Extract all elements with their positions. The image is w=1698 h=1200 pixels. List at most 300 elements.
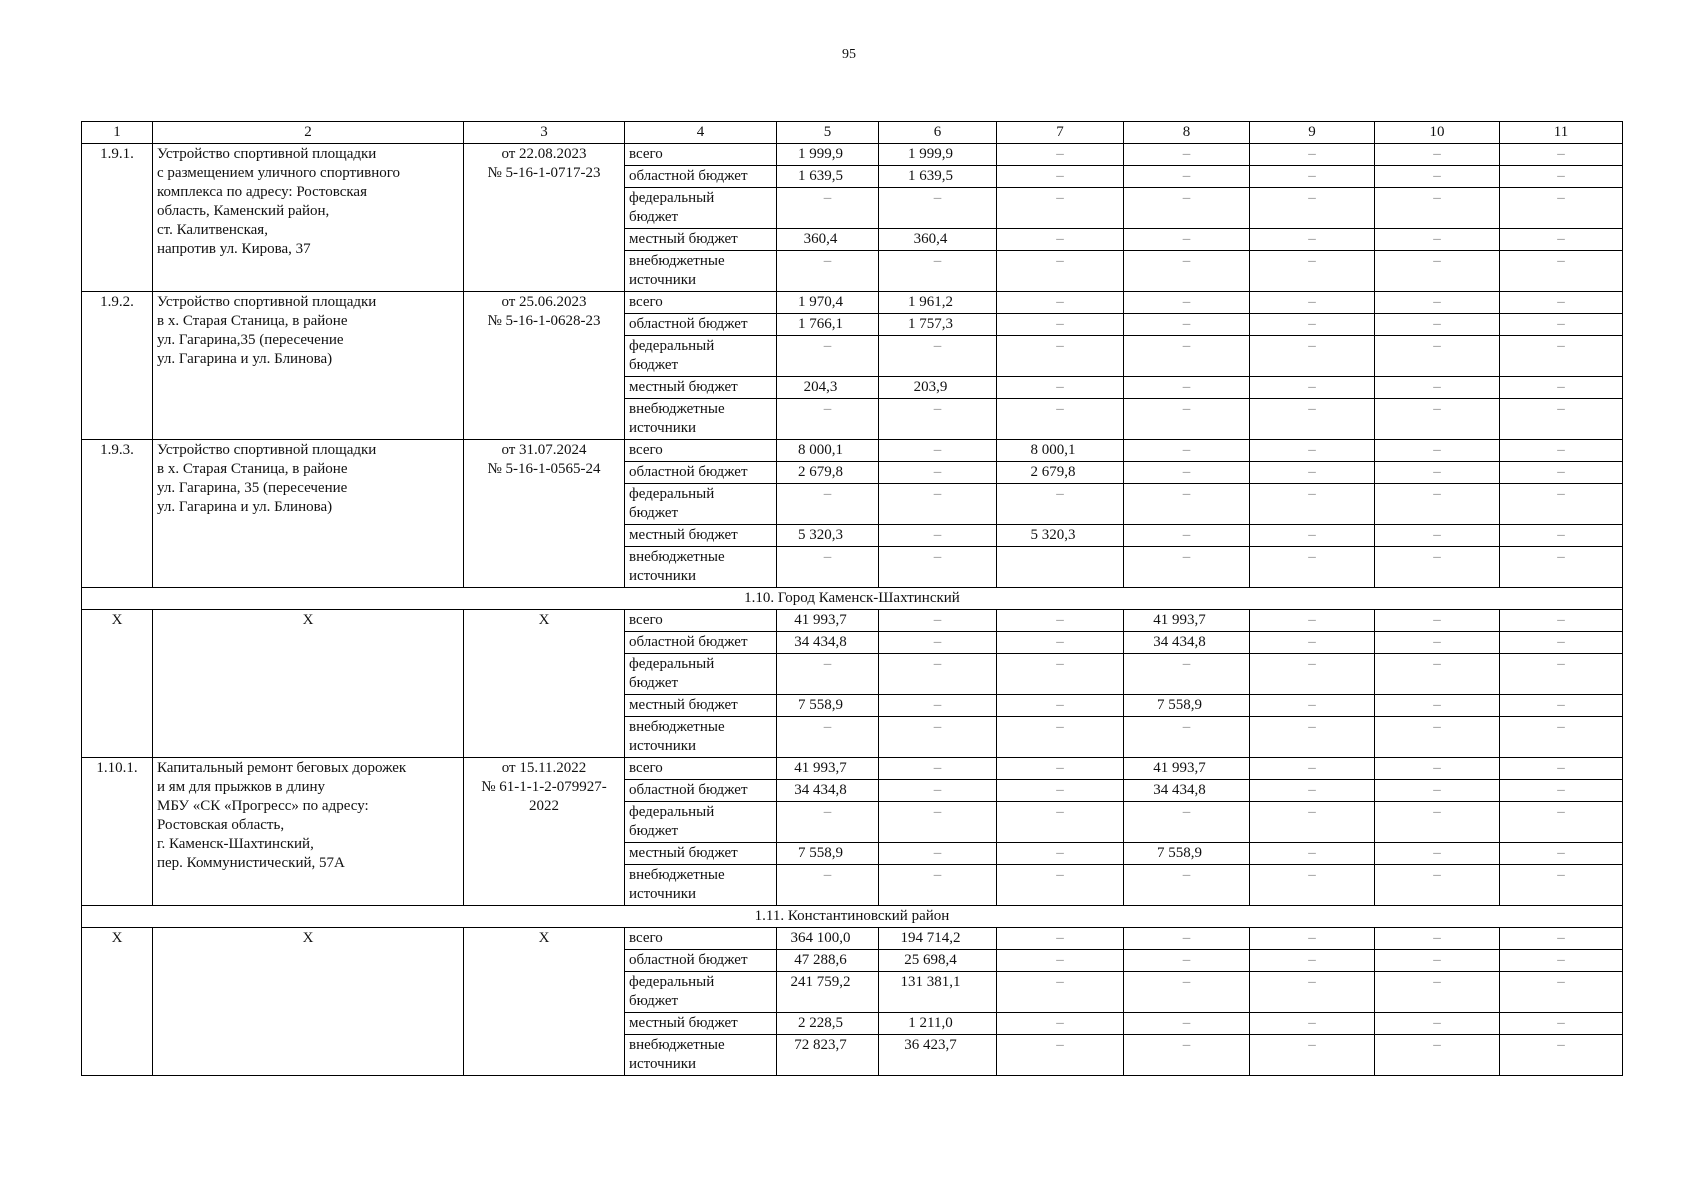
value-text: – [1433,464,1441,480]
value-cell [1124,547,1250,588]
value-cell [1250,525,1375,547]
value-cell [1375,717,1500,758]
value-text: – [1433,634,1441,650]
value-cell [997,758,1124,780]
value-cell [1500,188,1623,229]
value-cell [997,654,1124,695]
value-cell [1375,865,1500,906]
value-text: – [1557,486,1565,502]
value-cell [879,780,997,802]
value-text: – [1056,867,1064,883]
value-text: – [1056,760,1064,776]
value-text: – [1056,379,1064,395]
value-text: – [1557,804,1565,820]
value-cell [1500,928,1623,950]
value-cell [1375,1013,1500,1035]
value-cell [1124,632,1250,654]
value-text: – [823,190,832,206]
value-text: – [1056,952,1064,968]
value-text: – [933,338,942,354]
value-text: – [933,719,942,735]
value-cell [997,695,1124,717]
value-text: – [1308,338,1316,354]
value-cell [879,166,997,188]
value-text: – [1308,527,1316,543]
value-text: – [1308,697,1316,713]
value-text: – [1308,1015,1316,1031]
table-row [82,144,1623,166]
value-text: – [1056,612,1064,628]
value-cell [1124,1035,1250,1076]
value-text: – [1557,612,1565,628]
value-cell [1124,399,1250,440]
value-cell [879,336,997,377]
value-text: – [1308,168,1316,184]
value-text: – [1557,974,1565,990]
value-text: – [1433,401,1441,417]
value-cell [1500,399,1623,440]
item-number: 1.9.3. [82,440,153,588]
value-text: – [1308,656,1316,672]
value-cell [997,292,1124,314]
value-cell [1124,440,1250,462]
funding-source: федеральный бюджет [625,188,777,229]
value-text: 360,4 [803,231,838,247]
value-cell [997,251,1124,292]
value-cell [1124,1013,1250,1035]
value-cell [1250,377,1375,399]
value-text: – [933,782,942,798]
funding-source: федеральный бюджет [625,802,777,843]
value-text: – [933,867,942,883]
value-text: – [1557,379,1565,395]
table-header-row [82,122,1623,144]
value-cell [1375,972,1500,1013]
value-text: – [1182,867,1191,883]
funding-source: внебюджетные источники [625,717,777,758]
value-text: 41 993,7 [794,612,847,628]
value-cell [1375,166,1500,188]
value-cell [1124,758,1250,780]
value-cell [777,632,879,654]
header-cell: 11 [1500,122,1623,144]
value-text: – [1056,486,1064,502]
value-cell [997,865,1124,906]
value-text: 8 000,1 [1030,442,1076,458]
value-cell [777,377,879,399]
value-text: – [1433,845,1441,861]
value-cell [777,251,879,292]
value-cell [1500,865,1623,906]
value-text: – [1557,527,1565,543]
value-cell [1250,399,1375,440]
table-row [82,292,1623,314]
value-cell [777,188,879,229]
value-text: – [1433,697,1441,713]
funding-source: местный бюджет [625,377,777,399]
value-cell [777,1035,879,1076]
value-cell [1250,1013,1375,1035]
value-text: 47 288,6 [794,952,847,968]
value-cell [1375,440,1500,462]
value-text: – [1557,168,1565,184]
value-text: – [1308,464,1316,480]
value-cell [1375,928,1500,950]
value-cell [1250,843,1375,865]
value-cell [1375,843,1500,865]
value-text: – [1308,1037,1316,1053]
value-text: 25 698,4 [904,952,957,968]
value-cell [1250,972,1375,1013]
funding-source: внебюджетные источники [625,399,777,440]
funding-source: областной бюджет [625,950,777,972]
value-cell [1500,462,1623,484]
value-cell [997,144,1124,166]
value-text: 2 679,8 [1030,464,1076,480]
value-cell [1124,865,1250,906]
value-cell [1500,166,1623,188]
value-cell [1375,525,1500,547]
funding-source: всего [625,928,777,950]
value-text: – [1056,401,1064,417]
value-text: 34 434,8 [794,782,847,798]
value-cell [777,928,879,950]
value-cell [1375,484,1500,525]
value-cell [1124,166,1250,188]
value-cell [997,229,1124,251]
value-text: – [933,253,942,269]
value-cell [1250,188,1375,229]
value-text: – [1182,527,1191,543]
value-cell [777,314,879,336]
value-cell [879,188,997,229]
value-text: – [1056,697,1064,713]
value-cell [1124,314,1250,336]
value-text: – [1056,656,1064,672]
value-cell [777,654,879,695]
value-cell [879,462,997,484]
value-cell [1375,950,1500,972]
value-cell [777,758,879,780]
value-cell [777,525,879,547]
value-cell [1124,251,1250,292]
value-cell [1375,229,1500,251]
funding-source: областной бюджет [625,166,777,188]
value-text: – [1433,253,1441,269]
value-cell [777,229,879,251]
value-text: – [1433,231,1441,247]
value-cell [879,547,997,588]
value-text: – [1182,1037,1191,1053]
value-cell [777,972,879,1013]
value-text: – [1557,294,1565,310]
value-text: – [1557,1015,1565,1031]
funding-source: областной бюджет [625,632,777,654]
value-cell [1500,717,1623,758]
value-cell [777,292,879,314]
table-row [82,758,1623,780]
header-cell: 9 [1250,122,1375,144]
item-document: от 31.07.2024 № 5-16-1-0565-24 [464,440,625,588]
value-text: – [1557,316,1565,332]
value-cell [1375,780,1500,802]
value-text: 1 757,3 [908,316,953,332]
value-cell [879,484,997,525]
value-text: 364 100,0 [790,930,851,946]
value-cell [1500,1013,1623,1035]
value-text: – [1182,146,1191,162]
value-text: – [1308,316,1316,332]
value-cell [777,950,879,972]
funding-source: внебюджетные источники [625,547,777,588]
value-text: – [1182,338,1191,354]
value-cell [1500,525,1623,547]
value-text: – [1433,338,1441,354]
value-cell [1250,610,1375,632]
value-text: – [1557,656,1565,672]
value-cell [1375,632,1500,654]
value-text: 1 999,9 [908,146,953,162]
value-cell [1250,632,1375,654]
value-cell [879,314,997,336]
value-text: 7 558,9 [798,697,843,713]
value-cell [879,251,997,292]
value-text: – [1557,190,1565,206]
value-text: – [1056,1037,1064,1053]
value-cell [1250,865,1375,906]
value-text: – [1056,719,1064,735]
value-cell [1250,802,1375,843]
value-cell [1124,525,1250,547]
value-text: – [1182,549,1191,565]
value-cell [997,399,1124,440]
value-text: – [1557,464,1565,480]
value-text: – [1433,656,1441,672]
value-text: – [1182,168,1191,184]
value-text: – [1182,294,1191,310]
item-number: Х [82,610,153,758]
value-cell [997,717,1124,758]
value-text: – [1557,442,1565,458]
value-cell [1250,336,1375,377]
value-cell [1250,462,1375,484]
value-cell [1124,377,1250,399]
value-text: 1 970,4 [798,294,843,310]
value-cell [777,399,879,440]
value-text: – [1433,527,1441,543]
value-text: – [1308,719,1316,735]
value-cell [1500,780,1623,802]
value-text: – [823,867,832,883]
header-cell: 4 [625,122,777,144]
value-cell [997,188,1124,229]
item-number: 1.10.1. [82,758,153,906]
value-cell [1124,484,1250,525]
value-text: – [1557,930,1565,946]
value-text: – [1308,760,1316,776]
value-cell [879,525,997,547]
value-text: – [1308,294,1316,310]
value-cell [777,610,879,632]
header-cell: 5 [777,122,879,144]
value-cell [1500,758,1623,780]
value-text: – [1433,1037,1441,1053]
value-cell [879,972,997,1013]
value-text: – [1557,146,1565,162]
value-cell [997,462,1124,484]
value-text: – [933,401,942,417]
value-cell [1124,780,1250,802]
value-cell [777,440,879,462]
value-cell [997,166,1124,188]
value-text: – [1308,146,1316,162]
value-text: 72 823,7 [794,1037,847,1053]
funding-source: федеральный бюджет [625,336,777,377]
value-cell [1375,251,1500,292]
funding-source: всего [625,610,777,632]
value-cell [997,780,1124,802]
value-text: – [933,549,942,565]
value-cell [879,610,997,632]
value-text: – [1433,146,1441,162]
value-text: – [1308,782,1316,798]
value-text: 241 759,2 [790,974,851,990]
value-cell [1500,802,1623,843]
value-cell [879,440,997,462]
section-title: 1.11. Константиновский район [82,906,1623,928]
value-cell [1375,695,1500,717]
value-text: – [1433,719,1441,735]
value-text: – [1308,634,1316,650]
value-cell [997,336,1124,377]
value-cell [1250,144,1375,166]
value-cell [1250,547,1375,588]
value-text: – [1557,231,1565,247]
value-text: – [1557,1037,1565,1053]
value-cell [1250,229,1375,251]
value-cell [1375,654,1500,695]
value-cell [1500,654,1623,695]
value-cell [1500,144,1623,166]
value-text: – [1182,190,1191,206]
value-text: – [1182,486,1191,502]
value-text: 41 993,7 [794,760,847,776]
value-text: – [1056,804,1064,820]
value-cell [1375,610,1500,632]
value-cell [1500,950,1623,972]
value-text: – [1056,338,1064,354]
value-text: – [1308,442,1316,458]
value-cell [1500,972,1623,1013]
value-text: – [1433,804,1441,820]
value-cell [1124,972,1250,1013]
value-cell [777,166,879,188]
header-cell: 2 [153,122,464,144]
value-cell [1500,440,1623,462]
value-text: – [1433,930,1441,946]
value-cell [777,336,879,377]
value-text: – [1182,656,1191,672]
value-text: – [1433,486,1441,502]
value-text: – [1182,952,1191,968]
value-text: – [933,845,942,861]
value-text: – [1557,719,1565,735]
funding-source: местный бюджет [625,229,777,251]
value-text: – [1433,190,1441,206]
value-text: 5 320,3 [798,527,843,543]
value-text: – [823,253,832,269]
value-cell [777,865,879,906]
value-cell [1250,695,1375,717]
value-cell [997,440,1124,462]
table-row [82,928,1623,950]
value-cell [1250,292,1375,314]
funding-source: всего [625,144,777,166]
value-cell [879,1013,997,1035]
header-cell: 6 [879,122,997,144]
value-text: – [1557,549,1565,565]
funding-source: местный бюджет [625,525,777,547]
value-text: – [1056,316,1064,332]
item-name: Устройство спортивной площадки с размещением уличного спортивного комплекса по адресу: Ростовская область, Каменский район, ст. Калитвенская, напротив ул. Кирова, 37 [153,144,464,292]
value-text: – [1308,190,1316,206]
funding-source: внебюджетные источники [625,865,777,906]
funding-source: областной бюджет [625,780,777,802]
value-text: – [933,442,942,458]
value-cell [1375,758,1500,780]
value-text: – [1182,231,1191,247]
value-text: – [1308,845,1316,861]
item-number: Х [82,928,153,1076]
item-name: Х [153,928,464,1076]
value-text: – [823,486,832,502]
value-text: – [1056,930,1064,946]
header-cell: 10 [1375,122,1500,144]
value-text: – [1182,442,1191,458]
value-text: 8 000,1 [798,442,843,458]
value-text: – [1308,930,1316,946]
value-cell [1124,950,1250,972]
value-text: – [823,656,832,672]
funding-source: областной бюджет [625,462,777,484]
value-cell [879,1035,997,1076]
funding-source: всего [625,292,777,314]
value-text: 1 639,5 [798,168,843,184]
value-cell [1124,717,1250,758]
value-text: 34 434,8 [1153,634,1206,650]
value-cell [1124,292,1250,314]
value-cell [1500,292,1623,314]
value-text: – [1056,168,1064,184]
item-name: Х [153,610,464,758]
value-text: 36 423,7 [904,1037,957,1053]
value-cell [997,632,1124,654]
funding-source: местный бюджет [625,695,777,717]
funding-source: местный бюджет [625,843,777,865]
value-cell [879,802,997,843]
value-cell [1250,928,1375,950]
value-cell [997,972,1124,1013]
value-text: – [1056,845,1064,861]
value-cell [879,229,997,251]
value-cell [997,1035,1124,1076]
value-text: 194 714,2 [900,930,961,946]
value-text: – [1182,379,1191,395]
value-cell [777,843,879,865]
value-cell [1250,484,1375,525]
value-text: – [1557,253,1565,269]
value-cell [997,377,1124,399]
